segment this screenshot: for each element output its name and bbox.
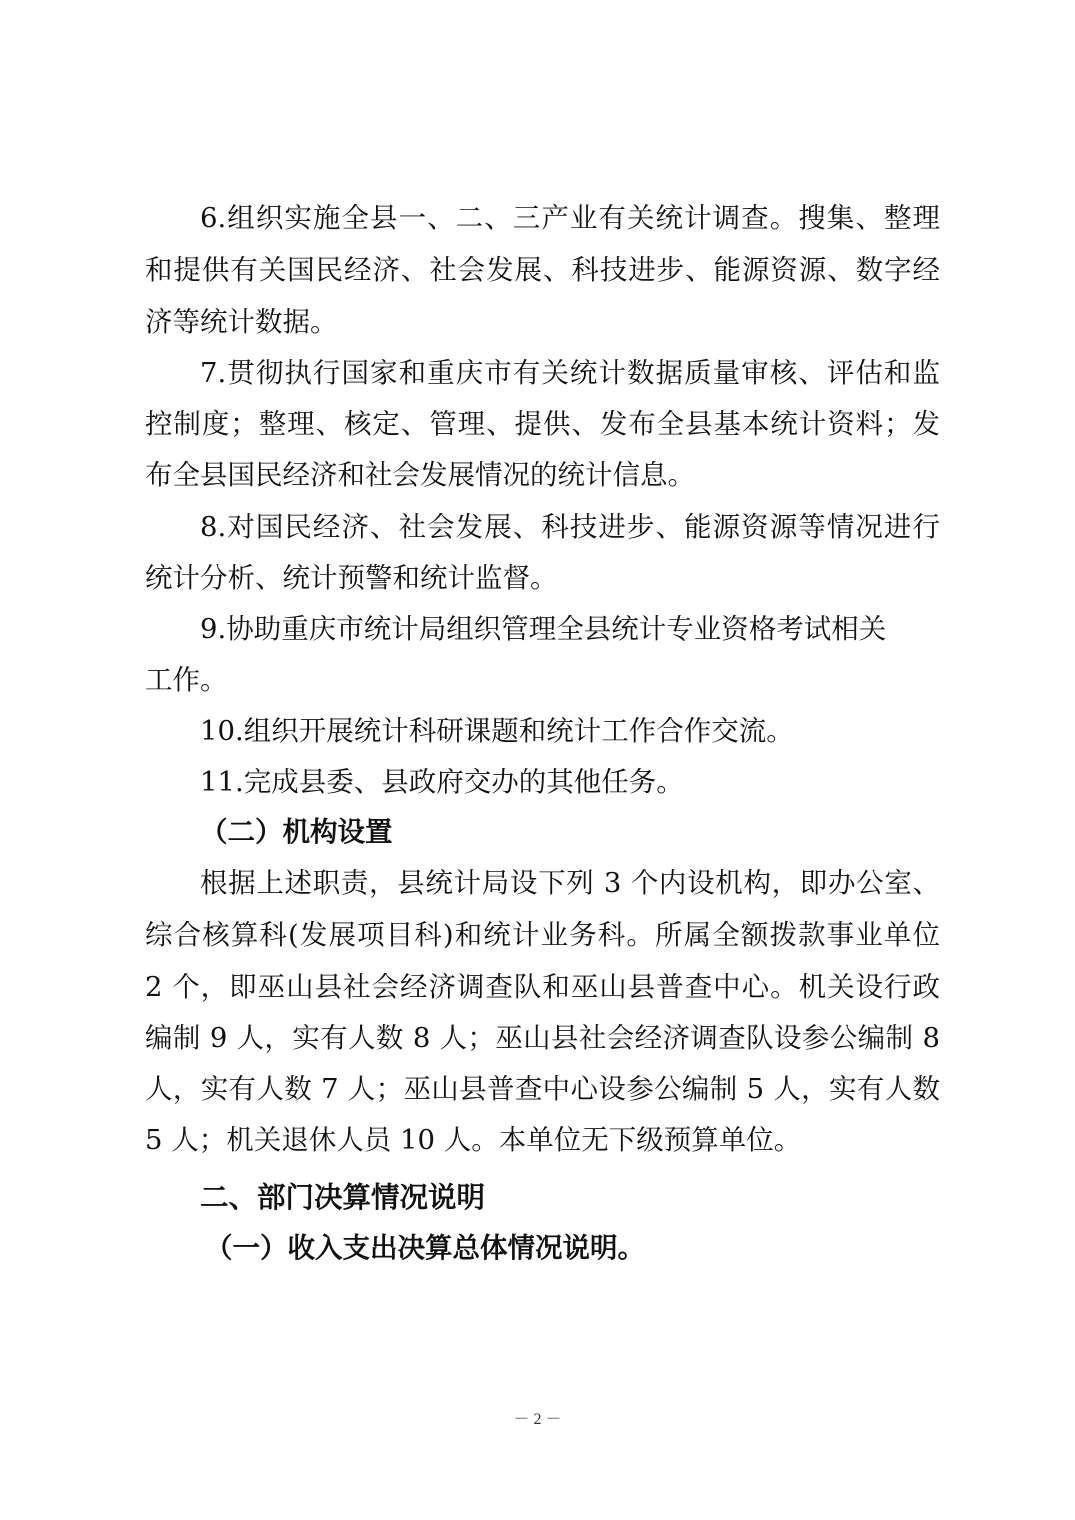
paragraph-line: 编制 9 人，实有人数 8 人；巫山县社会经济调查队设参公编制 8 <box>145 1022 940 1054</box>
paragraph-line: 6.组织实施全县一、二、三产业有关统计调查。搜集、整理 <box>200 202 940 234</box>
paragraph-line: 统计分析、统计预警和统计监督。 <box>145 562 558 594</box>
paragraph-line: 综合核算科(发展项目科)和统计业务科。所属全额拨款事业单位 <box>145 919 940 951</box>
paragraph-line: 控制度；整理、核定、管理、提供、发布全县基本统计资料；发 <box>145 408 940 440</box>
subsection-heading: （一）收入支出决算总体情况说明。 <box>205 1232 645 1264</box>
paragraph-line: 9.协助重庆市统计局组织管理全县统计专业资格考试相关 <box>200 613 887 645</box>
section-heading-two: 二、部门决算情况说明 <box>200 1181 486 1214</box>
section-heading-org: （二）机构设置 <box>200 816 393 848</box>
paragraph-line: 和提供有关国民经济、社会发展、科技进步、能源资源、数字经 <box>145 254 940 286</box>
paragraph-line: 根据上述职责，县统计局设下列 3 个内设机构，即办公室、 <box>200 867 940 899</box>
paragraph-line: 11.完成县委、县政府交办的其他任务。 <box>200 766 684 798</box>
paragraph-line: 2 个，即巫山县社会经济调查队和巫山县普查中心。机关设行政 <box>145 971 940 1003</box>
paragraph-line: 布全县国民经济和社会发展情况的统计信息。 <box>145 459 695 491</box>
paragraph-line: 7.贯彻执行国家和重庆市有关统计数据质量审核、评估和监 <box>200 357 940 389</box>
paragraph-line: 人，实有人数 7 人；巫山县普查中心设参公编制 5 人，实有人数 <box>145 1073 940 1105</box>
paragraph-line: 济等统计数据。 <box>145 306 338 338</box>
paragraph-line: 8.对国民经济、社会发展、科技进步、能源资源等情况进行 <box>200 511 940 543</box>
paragraph-line: 工作。 <box>145 664 228 696</box>
paragraph-line: 10.组织开展统计科研课题和统计工作合作交流。 <box>200 715 794 747</box>
paragraph-line: 5 人；机关退休人员 10 人。本单位无下级预算单位。 <box>145 1124 802 1156</box>
page-number: － 2 － <box>513 1411 562 1428</box>
